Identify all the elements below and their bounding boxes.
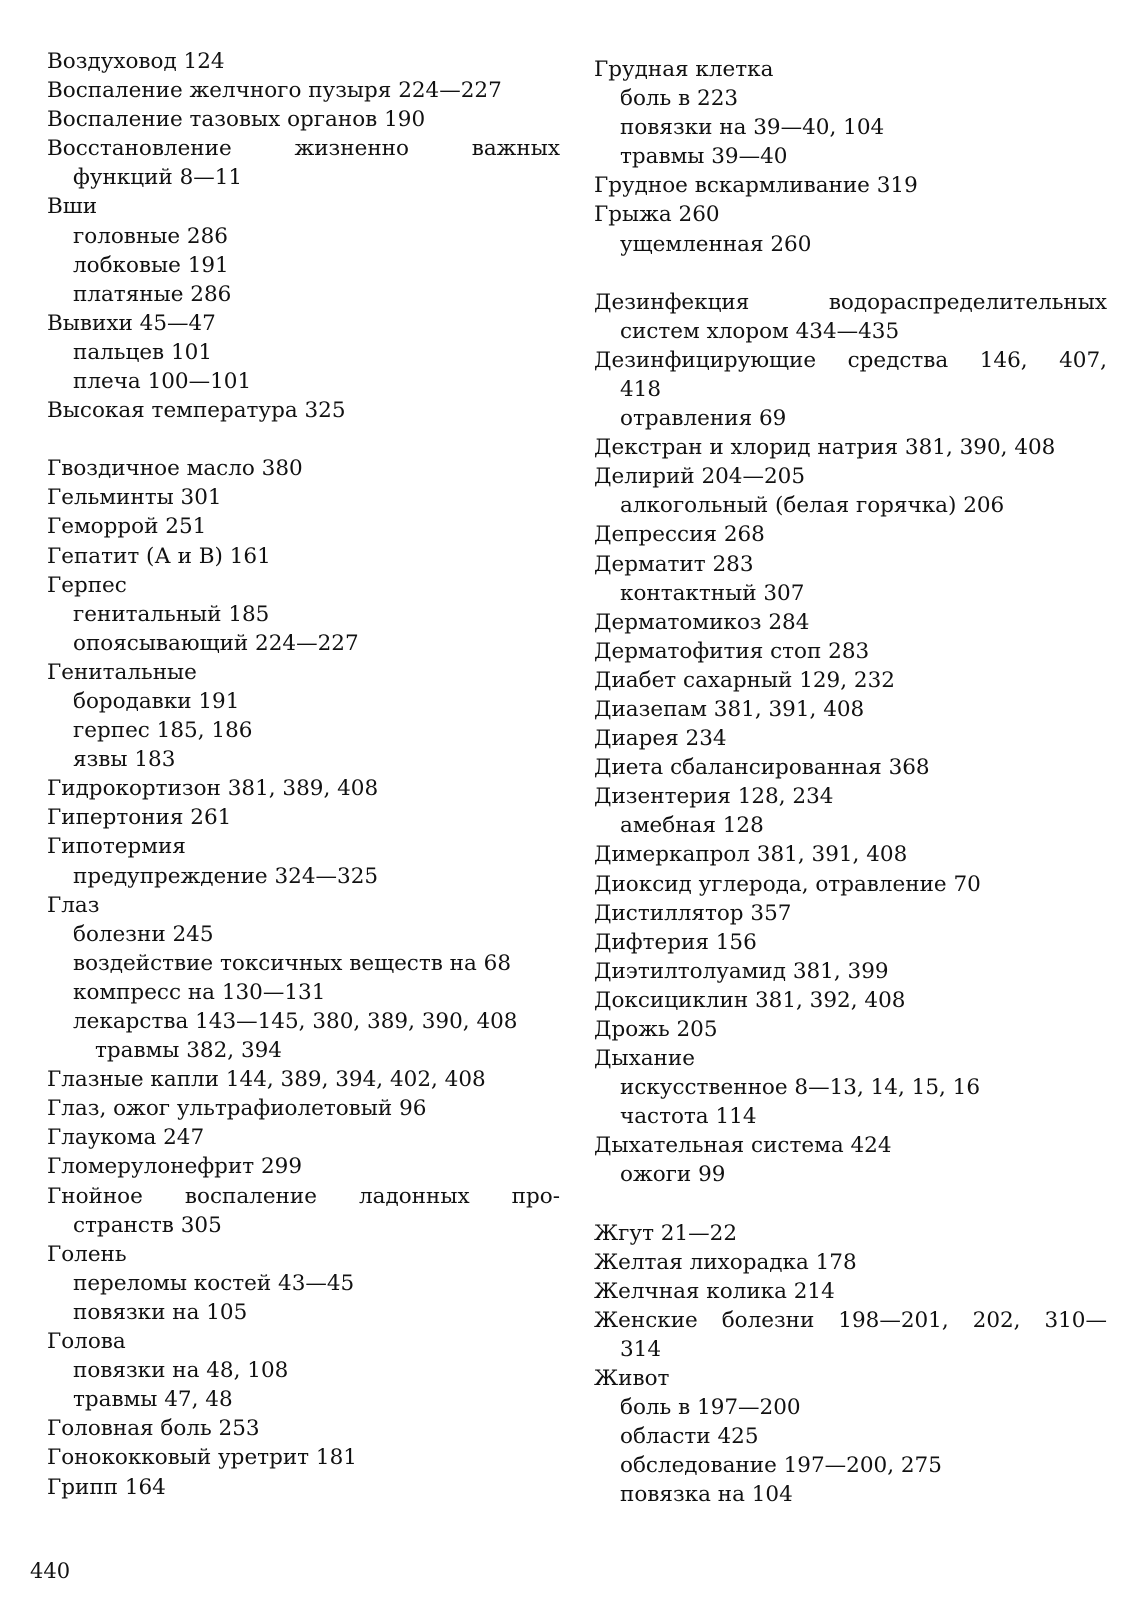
- index-entry: Гипертония 261: [47, 805, 232, 831]
- index-subentry: ущемленная 260: [620, 231, 812, 257]
- index-entry: Желчная колика 214: [594, 1278, 835, 1304]
- index-entry: Грыжа 260: [594, 202, 720, 228]
- index-subentry: области 425: [620, 1424, 759, 1450]
- index-subentry: боль в 197—200: [620, 1395, 801, 1421]
- index-entry: Генитальные: [47, 659, 197, 685]
- index-subentry: предупреждение 324—325: [73, 863, 379, 889]
- section-gap: [35, 425, 560, 454]
- index-subentry: воздействие токсичных веществ на 68: [73, 950, 512, 976]
- index-subentry: повязка на 104: [620, 1482, 793, 1508]
- section-gap: [582, 259, 1107, 288]
- index-entry: Голень: [47, 1241, 127, 1267]
- index-entry: Делирий 204—205: [594, 464, 806, 490]
- index-entry: Гвоздичное масло 380: [47, 456, 303, 482]
- index-entry: Диета сбалансированная 368: [594, 755, 930, 781]
- index-entry: Головная боль 253: [47, 1416, 260, 1442]
- index-subentry: повязки на 48, 108: [73, 1358, 289, 1384]
- index-entry: Воспаление желчного пузыря 224—227: [47, 78, 502, 104]
- index-subentry: повязки на 39—40, 104: [620, 115, 885, 141]
- index-subentry: платяные 286: [73, 281, 232, 307]
- index-entry-continuation: 314: [620, 1336, 662, 1362]
- index-entry: Воздуховод 124: [47, 49, 225, 74]
- index-entry: Депрессия 268: [594, 522, 765, 548]
- index-entry: Гельминты 301: [47, 485, 222, 511]
- index-subentry: повязки на 105: [73, 1299, 248, 1325]
- index-entry: Высокая температура 325: [47, 398, 346, 424]
- index-entry-continuation: систем хлором 434—435: [620, 318, 900, 344]
- index-subentry: бородавки 191: [73, 688, 240, 714]
- index-subentry: переломы костей 43—45: [73, 1270, 355, 1296]
- index-subentry: боль в 223: [620, 86, 739, 112]
- index-subentry: травмы 47, 48: [73, 1387, 233, 1413]
- index-entry: Герпес: [47, 572, 127, 598]
- index-entry: Дифтерия 156: [594, 929, 757, 955]
- index-subentry: опоясывающий 224—227: [73, 630, 359, 656]
- index-subentry: ожоги 99: [620, 1162, 726, 1188]
- index-entry: Жгут 21—22: [594, 1220, 738, 1246]
- index-entry-continuation: странств 305: [73, 1212, 222, 1238]
- page-number: 440: [30, 1559, 71, 1583]
- index-subentry: язвы 183: [73, 747, 176, 773]
- index-subentry: плеча 100—101: [73, 369, 252, 395]
- index-entry: Дерматомикоз 284: [594, 609, 810, 635]
- index-subentry: травмы 382, 394: [95, 1038, 282, 1064]
- index-entry: Женские болезни 198—201, 202, 310—: [594, 1307, 1107, 1333]
- index-entry: Дыхание: [594, 1046, 695, 1072]
- index-column-left: [35, 47, 560, 1502]
- index-subentry: лекарства 143—145, 380, 389, 390, 408: [73, 1009, 518, 1034]
- index-entry: Декстран и хлорид натрия 381, 390, 408: [594, 435, 1056, 461]
- index-entry: Грипп 164: [47, 1474, 166, 1500]
- index-entry: Вши: [47, 194, 98, 220]
- index-entry: Гнойное воспаление ладонных про-: [47, 1183, 560, 1209]
- index-entry: Дезинфицирующие средства 146, 407,: [594, 347, 1107, 373]
- index-subentry: алкогольный (белая горячка) 206: [620, 493, 1005, 519]
- index-entry: Гидрокортизон 381, 389, 408: [47, 776, 379, 802]
- index-subentry: отравления 69: [620, 406, 787, 432]
- index-entry: Дерматит 283: [594, 551, 754, 577]
- index-subentry: пальцев 101: [73, 339, 213, 365]
- index-subentry: компресс на 130—131: [73, 979, 326, 1005]
- index-entry: Глаукома 247: [47, 1125, 205, 1151]
- index-entry: Геморрой 251: [47, 514, 207, 540]
- index-entry: Димеркапрол 381, 391, 408: [594, 842, 908, 868]
- index-entry: Гонококковый уретрит 181: [47, 1445, 357, 1471]
- index-entry: Диарея 234: [594, 726, 727, 752]
- index-entry: Доксициклин 381, 392, 408: [594, 987, 906, 1013]
- index-entry: Грудное вскармливание 319: [594, 173, 918, 199]
- index-subentry: головные 286: [73, 223, 228, 249]
- index-subentry: травмы 39—40: [620, 144, 788, 170]
- index-entry-continuation: функций 8—11: [73, 165, 243, 191]
- index-entry: Глаз: [47, 892, 100, 918]
- index-entry: Глазные капли 144, 389, 394, 402, 408: [47, 1067, 486, 1093]
- index-subentry: герпес 185, 186: [73, 718, 253, 744]
- index-entry: Диэтилтолуамид 381, 399: [594, 958, 889, 984]
- section-gap: [582, 1190, 1107, 1219]
- index-subentry: лобковые 191: [73, 252, 229, 278]
- index-entry: Гипотермия: [47, 834, 186, 860]
- index-subentry: болезни 245: [73, 921, 214, 947]
- index-entry: Желтая лихорадка 178: [594, 1249, 857, 1275]
- index-entry: Гломерулонефрит 299: [47, 1154, 303, 1180]
- index-entry: Дрожь 205: [594, 1017, 718, 1042]
- index-entry: Дезинфекция водораспределительных: [594, 289, 1107, 315]
- index-entry-continuation: 418: [620, 376, 662, 402]
- index-subentry: генитальный 185: [73, 601, 270, 627]
- index-subentry: контактный 307: [620, 580, 805, 606]
- index-subentry: обследование 197—200, 275: [620, 1453, 942, 1479]
- index-column-right: [582, 55, 1107, 1510]
- index-subentry: искусственное 8—13, 14, 15, 16: [620, 1075, 981, 1101]
- index-entry: Голова: [47, 1329, 126, 1355]
- index-entry: Грудная клетка: [594, 57, 774, 82]
- index-entry: Вывихи 45—47: [47, 310, 216, 336]
- index-entry: Дизентерия 128, 234: [594, 784, 834, 810]
- index-entry: Живот: [594, 1366, 670, 1392]
- index-entry: Глаз, ожог ультрафиолетовый 96: [47, 1096, 427, 1122]
- index-entry: Дыхательная система 424: [594, 1133, 892, 1159]
- index-entry: Диазепам 381, 391, 408: [594, 696, 865, 722]
- index-entry: Диабет сахарный 129, 232: [594, 667, 895, 693]
- index-subentry: амебная 128: [620, 813, 764, 839]
- index-entry: Восстановление жизненно важных: [47, 136, 560, 162]
- index-entry: Диоксид углерода, отравление 70: [594, 871, 981, 897]
- index-entry: Гепатит (А и В) 161: [47, 543, 271, 569]
- index-subentry: частота 114: [620, 1104, 757, 1130]
- index-entry: Дерматофития стоп 283: [594, 638, 870, 664]
- index-entry: Дистиллятор 357: [594, 900, 792, 926]
- index-entry: Воспаление тазовых органов 190: [47, 107, 426, 133]
